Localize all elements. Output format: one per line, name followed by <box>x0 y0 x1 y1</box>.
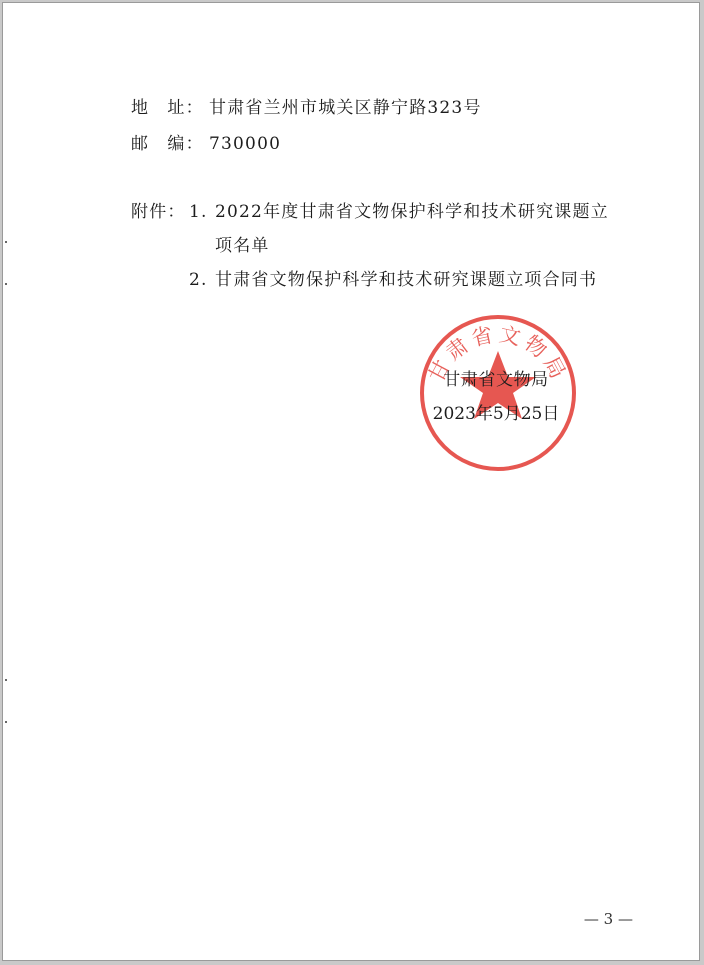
svg-text:甘肃省文物局: 甘肃省文物局 <box>424 321 572 386</box>
attachment-2-number: 2. <box>189 270 208 290</box>
scan-mark <box>5 241 7 243</box>
attachment-1-line <box>131 201 609 223</box>
attachment-2-line <box>189 269 597 291</box>
address-value: 甘肃省兰州市城关区静宁路323号 <box>209 98 482 118</box>
scan-mark <box>5 679 7 681</box>
postcode-value: 730000 <box>209 134 282 154</box>
scan-mark <box>5 721 7 723</box>
attachment-1-number: 1. <box>189 202 208 222</box>
attachment-1-title-continued: 项名单 <box>215 236 270 256</box>
postcode-label: 邮 编： <box>131 134 204 154</box>
document-page <box>2 2 700 961</box>
attachment-1-continuation <box>215 235 270 257</box>
page-number: — 3 — <box>583 910 633 928</box>
attachment-1-title: 2022年度甘肃省文物保护科学和技术研究课题立 <box>215 202 609 222</box>
postcode-line <box>131 133 281 155</box>
issuer-signature: 甘肃省文物局 <box>443 370 549 390</box>
official-seal-stamp <box>418 313 578 473</box>
address-line <box>131 97 482 119</box>
issue-date: 2023年5月25日 <box>432 404 560 424</box>
scan-mark <box>5 283 7 285</box>
attachment-2-title: 甘肃省文物保护科学和技术研究课题立项合同书 <box>215 270 598 290</box>
attachments-label: 附件： <box>131 202 186 222</box>
address-label: 地 址： <box>131 98 204 118</box>
